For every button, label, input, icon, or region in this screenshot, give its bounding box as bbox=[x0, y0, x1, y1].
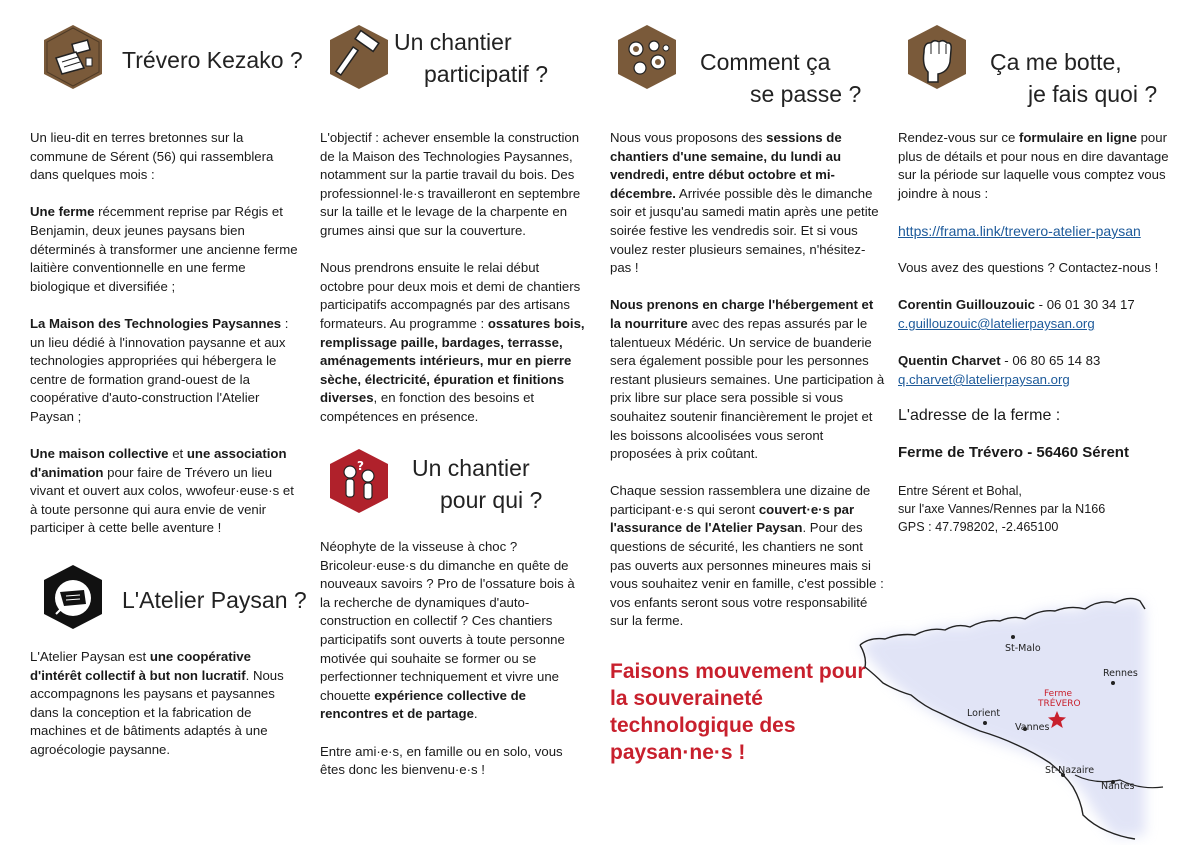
map-farm-label-line2: TRÉVERO bbox=[1038, 699, 1081, 709]
brittany-map bbox=[845, 575, 1195, 845]
section-title-line2: je fais quoi ? bbox=[1028, 81, 1158, 107]
contact-text bbox=[898, 129, 1173, 296]
people-question-icon bbox=[326, 446, 392, 516]
atelier-paysan-logo-icon bbox=[40, 562, 106, 632]
contact2-phone: - 06 80 65 14 83 bbox=[1004, 353, 1101, 368]
section-title: Trévero Kezako ? bbox=[122, 47, 303, 73]
nuts-bolts-icon bbox=[614, 22, 680, 92]
atelier-text bbox=[30, 648, 300, 778]
atelier-paragraph: L'Atelier Paysan est une coopérative d'intérêt collectif à but non lucratif. Nous accompagnons les paysans et paysannes dans la conception et la fabrication de machines et de bâtiments adaptés à une agroécologie paysanne. bbox=[30, 649, 284, 757]
contact1-line bbox=[898, 296, 1135, 315]
section-header-atelier bbox=[30, 562, 307, 642]
farm-address: Ferme de Trévero - 56460 Sérent bbox=[898, 444, 1129, 461]
hammer-icon bbox=[326, 22, 392, 92]
map-label-st-malo: St-Malo bbox=[1005, 643, 1041, 654]
section-header-comment bbox=[610, 22, 885, 107]
comment-text bbox=[610, 129, 885, 650]
questions-text: Vous avez des questions ? Contactez-nous ! bbox=[898, 260, 1159, 276]
pour-qui-text bbox=[320, 538, 585, 798]
section-header-participatif bbox=[320, 22, 585, 102]
raised-fist-icon bbox=[904, 22, 970, 92]
participatif-text bbox=[320, 129, 585, 445]
map-label-nantes: Nantes bbox=[1101, 781, 1135, 792]
form-paragraph: Rendez-vous sur ce formulaire en ligne pour plus de détails et pour nous en dire davantage sur la période sur laquelle vous comptez vous joindre à nous : bbox=[898, 130, 1169, 201]
gps-coordinates: GPS : 47.798202, -2.465100 bbox=[898, 520, 1059, 534]
address-line2: sur l'axe Vannes/Rennes par la N166 bbox=[898, 502, 1106, 516]
section-title-line2: se passe ? bbox=[750, 81, 862, 107]
trevero-text bbox=[30, 129, 300, 557]
column-chantier bbox=[320, 0, 585, 848]
form-link[interactable]: https://frama.link/trevero-atelier-paysan bbox=[898, 222, 1141, 239]
program-paragraph: Nous prendrons ensuite le relai début octobre pour deux mois et demi de chantiers participatifs accompagnés par des artisans formateurs. Au programme : ossatures bois, remplissage paille, bardages, terrasse, aménagements intérieurs, mur en pierre sèche, électricité, épuration et finitions diverses, en fonction des besoins et compétences en présence. bbox=[320, 260, 585, 424]
contact1-phone: - 06 01 30 34 17 bbox=[1038, 297, 1135, 312]
svg-text:?: ? bbox=[357, 459, 364, 473]
section-title-line1: Ça me botte, bbox=[990, 49, 1122, 75]
farm-paragraph: Une ferme récemment reprise par Régis et Benjamin, deux jeunes paysans bien déterminés à transformer une ancienne ferme laitière conventionnelle en une ferme biologique et diversifiée ; bbox=[30, 204, 298, 294]
assurance-paragraph: Chaque session rassemblera une dizaine de participant·e·s qui seront couvert·e·s par l'assurance de l'Atelier Paysan. Pour des questions de sécurité, les chantiers ne sont pas ouverts aux personnes mineures mais si vous souhaitez venir en famille, c'est possible : vos enfants seront sous votre responsabilité sur la ferme. bbox=[610, 483, 884, 629]
column-trevero bbox=[30, 0, 307, 848]
contact1-name: Corentin Guillouzouic bbox=[898, 297, 1035, 312]
address-heading: L'adresse de la ferme : bbox=[898, 407, 1061, 424]
map-farm-label-line1: Ferme bbox=[1044, 689, 1073, 699]
address-line1: Entre Sérent et Bohal, bbox=[898, 484, 1022, 498]
collective-paragraph: Une maison collective et une association d'animation pour faire de Trévero un lieu vivant et ouvert aux colos, wwofeur·euse·s et à toute personne qui aura envie de venir participer à cette belle aventure ! bbox=[30, 446, 294, 536]
section-header-contact bbox=[898, 22, 1173, 107]
section-header-pour-qui bbox=[320, 446, 585, 526]
map-label-st-nazaire: St-Nazaire bbox=[1045, 765, 1095, 776]
contact2-name: Quentin Charvet bbox=[898, 353, 1001, 368]
section-title-line2: pour qui ? bbox=[440, 487, 543, 513]
map-label-vannes: Vannes bbox=[1015, 722, 1050, 733]
sessions-paragraph: Nous vous proposons des sessions de chantiers d'une semaine, du lundi au vendredi, entre début octobre et mi-décembre. Arrivée possible dès le dimanche soir et jusqu'au samedi matin après une petite soirée festive les vendredis soir. Et si vous voulez rester plusieurs semaines, n'hésitez-pas ! bbox=[610, 130, 879, 276]
section-title-line2: participatif ? bbox=[424, 61, 549, 87]
section-header-trevero bbox=[30, 22, 303, 102]
section-title-line1: Un chantier bbox=[412, 455, 530, 481]
slogan: Faisons mouvement pour la souveraineté technologique des paysan·ne·s ! bbox=[610, 660, 866, 764]
brittany-map-svg bbox=[845, 575, 1195, 845]
maison-paragraph: La Maison des Technologies Paysannes : un lieu dédié à l'innovation paysanne et aux technologies appropriées qui hébergera le centre de formation grand-ouest de la coopérative d'auto-construction l'Atelier Paysan ; bbox=[30, 315, 289, 424]
section-title-line1: Un chantier bbox=[394, 29, 512, 55]
contact2-email-link[interactable]: q.charvet@latelierpaysan.org bbox=[898, 372, 1070, 387]
contact1-email-link[interactable]: c.guillouzouic@latelierpaysan.org bbox=[898, 316, 1095, 331]
map-label-rennes: Rennes bbox=[1103, 668, 1138, 679]
construction-materials-icon bbox=[40, 22, 106, 92]
column-comment bbox=[610, 0, 885, 848]
contact2-line bbox=[898, 352, 1100, 371]
section-title-line1: Comment ça bbox=[700, 49, 831, 75]
section-title: L'Atelier Paysan ? bbox=[122, 587, 307, 613]
map-shading bbox=[860, 601, 1145, 837]
objective-paragraph: L'objectif : achever ensemble la construction de la Maison des Technologies Paysannes, notamment sur la partie travail du bois. Des professionnel·le·s travailleront en septembre sur la taille et le levage de la charpente en grumes ainsi que sur la couverture. bbox=[320, 130, 581, 238]
hebergement-paragraph: Nous prenons en charge l'hébergement et la nourriture avec des repas assurés par le talentueux Médéric. Un service de buanderie sera également possible pour les personnes restant plusieurs semaines. Une participation à prix libre sur place sera possible si vous souhaitez soutenir financièrement le projet et les boissons alcoolisées vous seront proposées à prix coûtant. bbox=[610, 297, 885, 462]
map-label-lorient: Lorient bbox=[967, 708, 1001, 719]
intro-paragraph: Un lieu-dit en terres bretonnes sur la commune de Sérent (56) qui rassemblera dans quelques mois : bbox=[30, 130, 274, 183]
audience-paragraph: Néophyte de la visseuse à choc ? Bricoleur·euse·s du dimanche en quête de nouveaux savoirs ? Pro de l'ossature bois à la recherche de dynamiques d'auto-construction en collectif ? Ces chantiers participatifs sont ouverts à toute personne motivée qui souhaite se former ou se perfectionner techniquement et vivre une chouette expérience collective de rencontres et de partage. bbox=[320, 539, 575, 722]
welcome-paragraph: Entre ami·e·s, en famille ou en solo, vous êtes donc les bienvenu·e·s ! bbox=[320, 743, 563, 778]
